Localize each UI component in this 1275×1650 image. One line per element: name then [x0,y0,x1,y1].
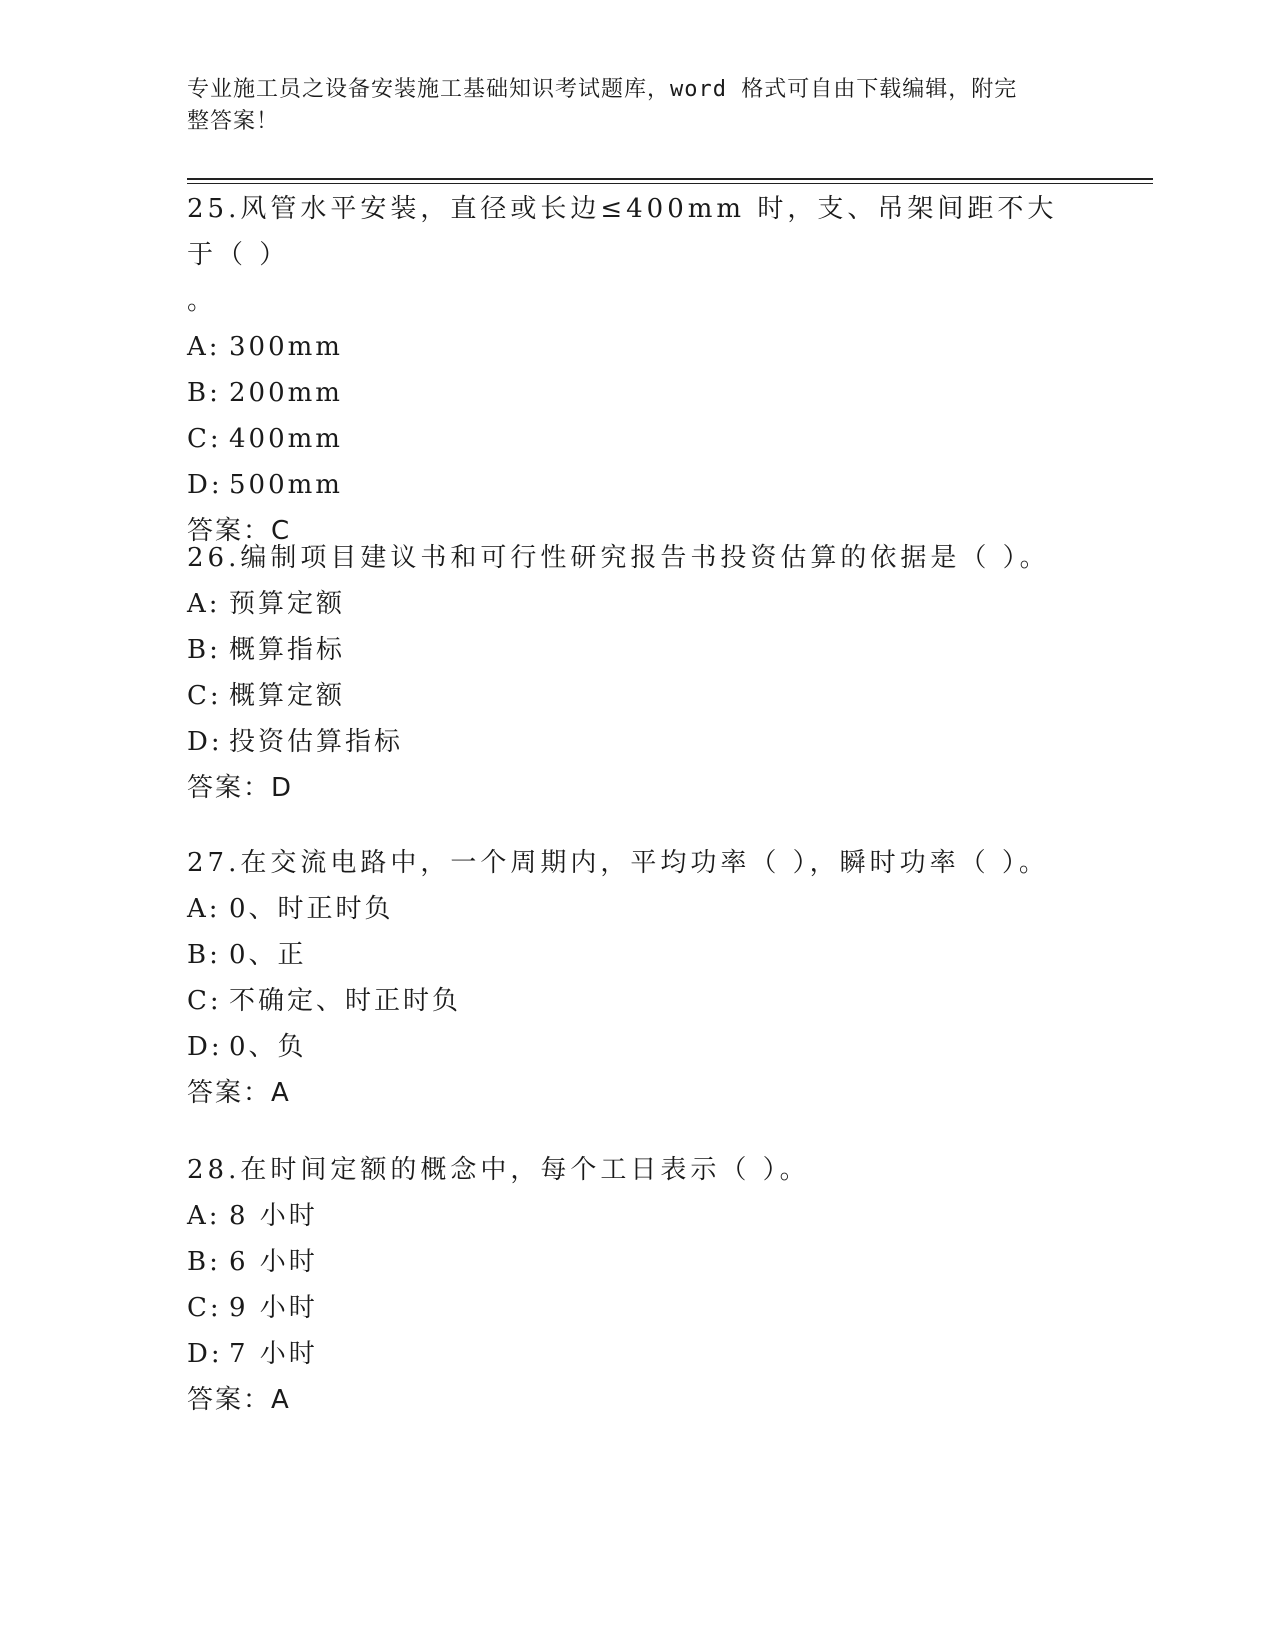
option-text: 预算定额 [229,589,346,619]
option-a [187,886,1087,932]
question-26 [187,535,1087,811]
option-text: 投资估算指标 [229,727,404,757]
document-header [187,74,1067,138]
answer-line: 答案：A [187,1385,291,1415]
option-text: 概算指标 [229,635,346,665]
option-d [187,462,1087,508]
option-text: 0、时正时负 [229,894,394,924]
option-letter: B: [187,635,221,665]
option-d [187,1331,1087,1377]
option-letter: C: [187,986,222,1016]
option-b [187,627,1087,673]
option-text: 概算定额 [229,681,346,711]
option-letter: A: [187,894,221,924]
option-text: 400mm [229,424,343,454]
option-letter: D: [187,1339,223,1369]
option-letter: C: [187,1293,222,1323]
header-line-2: 整答案！ [187,109,280,134]
question-stem: 25.风管水平安装，直径或长边≤400mm 时，支、吊架间距不大于（ ） [187,194,1058,270]
option-a [187,1193,1087,1239]
option-text: 7 小时 [229,1339,318,1369]
question-28 [187,1147,1087,1423]
option-text: 300mm [229,332,343,362]
option-text: 0、正 [229,940,307,970]
header-line-1: 专业施工员之设备安装施工基础知识考试题库，word 格式可自由下载编辑，附完 [187,77,1018,102]
option-letter: D: [187,727,223,757]
question-stem: 28.在时间定额的概念中，每个工日表示（ ）。 [187,1155,810,1185]
option-letter: C: [187,681,222,711]
option-letter: B: [187,940,221,970]
option-c [187,1285,1087,1331]
answer-line: 答案：A [187,1078,291,1108]
option-text: 不确定、时正时负 [229,986,462,1016]
option-text: 0、负 [229,1032,307,1062]
question-stem: 27.在交流电路中，一个周期内，平均功率（ ），瞬时功率（ ）。 [187,848,1049,878]
option-c [187,416,1087,462]
option-d [187,1024,1087,1070]
option-letter: A: [187,589,221,619]
question-27 [187,840,1087,1116]
option-letter: D: [187,1032,223,1062]
option-b [187,1239,1087,1285]
option-text: 500mm [229,470,343,500]
option-letter: A: [187,1201,221,1231]
option-c [187,673,1087,719]
header-divider-thin [187,183,1153,184]
answer-line: 答案：C [187,516,292,546]
header-divider-thick [187,178,1153,180]
question-stem-continuation: 。 [187,286,218,316]
option-text: 6 小时 [229,1247,318,1277]
option-b [187,932,1087,978]
option-text: 9 小时 [229,1293,318,1323]
answer-line: 答案：D [187,773,294,803]
option-d [187,719,1087,765]
option-letter: C: [187,424,222,454]
question-stem: 26.编制项目建议书和可行性研究报告书投资估算的依据是（ ）。 [187,543,1050,573]
option-b [187,370,1087,416]
option-letter: A: [187,332,221,362]
question-25 [187,186,1087,554]
option-letter: D: [187,470,223,500]
option-c [187,978,1087,1024]
option-letter: B: [187,378,221,408]
option-a [187,581,1087,627]
option-text: 8 小时 [229,1201,318,1231]
option-a [187,324,1087,370]
option-text: 200mm [229,378,343,408]
option-letter: B: [187,1247,221,1277]
